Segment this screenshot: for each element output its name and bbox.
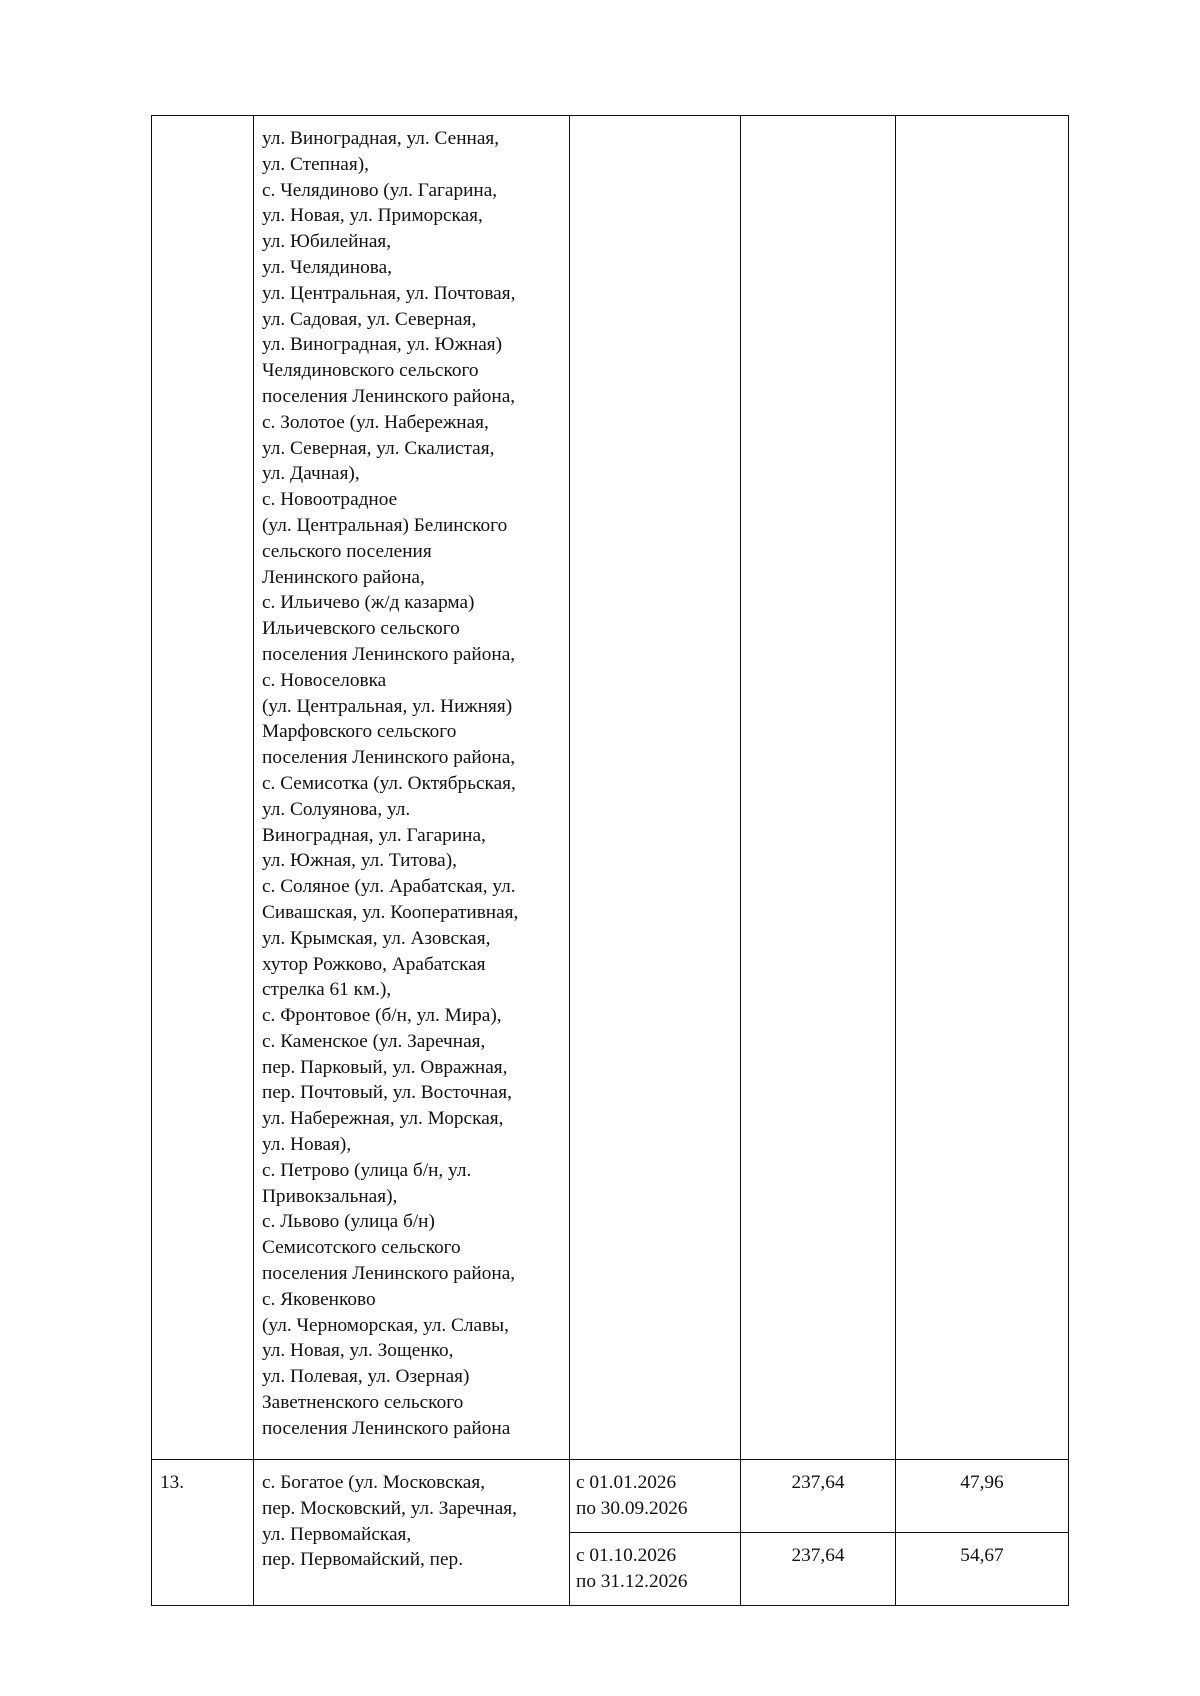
address-line: ул. Новая, ул. Приморская, [262, 205, 483, 227]
address-line: ул. Новая), [262, 1134, 352, 1156]
address-line: ул. Степная), [262, 153, 369, 175]
address-line: (ул. Центральная, ул. Нижняя) [262, 695, 513, 717]
address-line: с. Ильичево (ж/д казарма) [262, 592, 475, 614]
address-line: поселения Ленинского района, [262, 1263, 516, 1285]
period-cell-empty [570, 116, 741, 1460]
address-line: Семисотского сельского [262, 1237, 461, 1259]
address-line: ул. Крымская, ул. Азовская, [262, 927, 491, 949]
address-line: ул. Виноградная, ул. Сенная, [262, 128, 500, 149]
period-cell-1 [570, 1460, 741, 1533]
value1: 237,64 [791, 1545, 845, 1566]
address-line: ул. Северная, ул. Скалистая, [262, 437, 495, 459]
address-line: с. Семисотка (ул. Октябрьская, [262, 772, 516, 794]
address-line: (ул. Центральная) Белинского [262, 514, 508, 536]
value2-cell-1 [896, 1460, 1069, 1533]
address-line: поселения Ленинского района [262, 1417, 511, 1439]
row-number-cell [152, 1460, 254, 1606]
address-line: Ленинского района, [262, 566, 425, 588]
address-line: ул. Солуянова, ул. [262, 798, 411, 820]
value1-cell-empty [741, 116, 896, 1460]
address-line: поселения Ленинского района, [262, 747, 516, 769]
address-line: ул. Центральная, ул. Почтовая, [262, 282, 516, 304]
address-line: с. Челядиново (ул. Гагарина, [262, 179, 498, 201]
address-lines-continuation [262, 126, 569, 1442]
address-line: ул. Набережная, ул. Морская, [262, 1108, 504, 1130]
address-line: Виноградная, ул. Гагарина, [262, 824, 486, 846]
address-line: ул. Южная, ул. Титова), [262, 850, 457, 872]
address-line: пер. Парковый, ул. Овражная, [262, 1056, 508, 1078]
address-line: поселения Ленинского района, [262, 385, 516, 407]
address-line: Ильичевского сельского [262, 618, 460, 640]
address-line: стрелка 61 км.), [262, 979, 392, 1001]
address-line: (ул. Черноморская, ул. Славы, [262, 1314, 509, 1336]
address-line: поселения Ленинского района, [262, 643, 516, 665]
address-line: с. Яковенково [262, 1288, 376, 1310]
address-line: хутор Рожково, Арабатская [262, 953, 486, 975]
value1-cell-2 [741, 1533, 896, 1606]
address-line: с. Львово (улица б/н) [262, 1211, 435, 1233]
address-line: пер. Первомайский, пер. [262, 1549, 464, 1571]
address-line: ул. Первомайская, [262, 1523, 412, 1545]
address-line: Сивашская, ул. Кооперативная, [262, 901, 519, 923]
value2: 47,96 [960, 1472, 1004, 1493]
table-row-13a [152, 1460, 1069, 1533]
value2: 54,67 [960, 1545, 1004, 1566]
address-line: Привокзальная), [262, 1185, 398, 1207]
period-cell-2 [570, 1533, 741, 1606]
period-from: с 01.10.2026 [576, 1545, 677, 1566]
tariff-table [151, 115, 1069, 1606]
value2-cell-empty [896, 116, 1069, 1460]
period-to: по 31.12.2026 [576, 1570, 688, 1592]
address-line: Марфовского сельского [262, 721, 457, 743]
address-line: Челядиновского сельского [262, 360, 479, 382]
address-line: пер. Московский, ул. Заречная, [262, 1497, 517, 1519]
value1-cell-1 [741, 1460, 896, 1533]
period-from: с 01.01.2026 [576, 1472, 677, 1493]
address-line: ул. Юбилейная, [262, 231, 392, 253]
address-line: ул. Виноградная, ул. Южная) [262, 334, 503, 356]
address-line: ул. Новая, ул. Зощенко, [262, 1340, 454, 1362]
address-cell-row13 [254, 1460, 570, 1606]
address-line: с. Новоселовка [262, 669, 387, 691]
address-line: Заветненского сельского [262, 1392, 464, 1414]
address-cell-continuation [254, 116, 570, 1460]
address-line: с. Петрово (улица б/н, ул. [262, 1159, 472, 1181]
period-to: по 30.09.2026 [576, 1497, 688, 1519]
address-line: ул. Садовая, ул. Северная, [262, 308, 477, 330]
value1: 237,64 [791, 1472, 845, 1493]
address-line: пер. Почтовый, ул. Восточная, [262, 1082, 512, 1104]
address-line: ул. Полевая, ул. Озерная) [262, 1366, 470, 1388]
address-line: с. Золотое (ул. Набережная, [262, 411, 489, 433]
address-line: с. Новоотрадное [262, 489, 398, 511]
row-number: 13. [160, 1472, 185, 1493]
value2-cell-2 [896, 1533, 1069, 1606]
address-line: с. Каменское (ул. Заречная, [262, 1030, 486, 1052]
address-line: ул. Челядинова, [262, 256, 392, 278]
table-row-continuation [152, 116, 1069, 1460]
number-cell-empty [152, 116, 254, 1460]
address-line: с. Богатое (ул. Московская, [262, 1472, 486, 1493]
address-line: ул. Дачная), [262, 463, 360, 485]
address-line: с. Соляное (ул. Арабатская, ул. [262, 876, 516, 898]
address-lines-row13 [262, 1470, 569, 1573]
address-line: сельского поселения [262, 540, 432, 562]
address-line: с. Фронтовое (б/н, ул. Мира), [262, 1005, 502, 1027]
